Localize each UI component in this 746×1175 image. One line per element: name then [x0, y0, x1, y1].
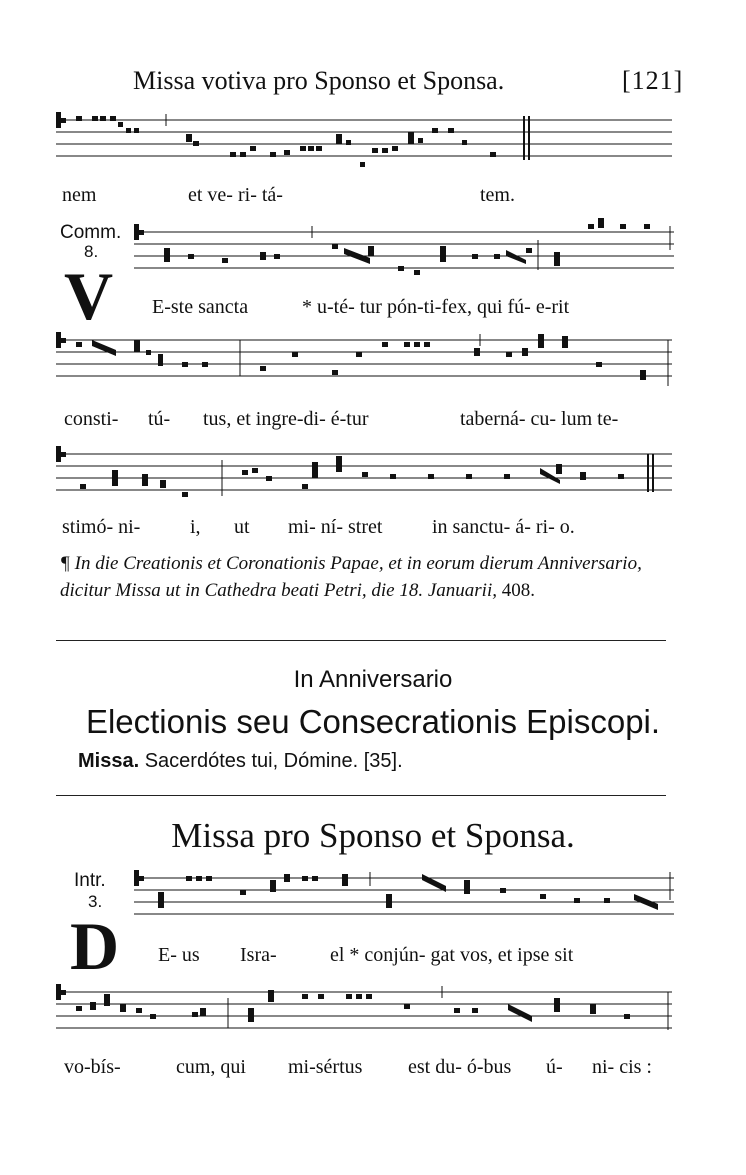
lyric: est du- ó-bus: [408, 1056, 512, 1078]
lyric: tus, et ingre-di- é-tur: [203, 408, 369, 430]
lyric: tú-: [148, 408, 171, 430]
lyric: stimó- ni-: [62, 516, 141, 538]
missa-label: Missa.: [78, 750, 140, 772]
rubric-note: [60, 550, 680, 604]
divider: [56, 640, 666, 641]
initial-letter: D: [70, 908, 120, 984]
chant-label-comm: Comm.: [60, 222, 122, 243]
anniversary-title: Electionis seu Consecrationis Episcopi.: [85, 703, 661, 740]
chant-staff-1: [56, 108, 672, 176]
page-number: [121]: [622, 66, 684, 95]
lyric: cum, qui: [176, 1056, 246, 1078]
lyric: Isra-: [240, 944, 277, 966]
chant-staff-5: [134, 864, 674, 932]
lyric: el * conjún- gat vos, et ipse sit: [330, 944, 574, 966]
lyric: taberná- cu- lum te-: [460, 408, 619, 430]
rubric-text: ¶ In die Creationis et Coronationis Papae, et in eorum dierum Anniversario, dicitur Missa ut in Cathedra beati Petri, die 18. Januarii,: [60, 553, 642, 601]
lyric: ni- cis :: [592, 1056, 652, 1078]
rubric-page-ref: 408.: [501, 580, 535, 601]
lyric: * u-té- tur pón-ti-fex, qui fú- e-rit: [302, 296, 570, 318]
chant-label-intr: Intr.: [74, 870, 106, 891]
chant-mode: 8.: [84, 242, 99, 261]
missa-text: Sacerdótes tui, Dómine. [35].: [144, 750, 403, 772]
chant-staff-6: [56, 978, 672, 1046]
initial-letter: V: [64, 258, 114, 334]
chant-staff-4: [56, 440, 672, 508]
lyric: ut: [234, 516, 250, 538]
chant-staff-3: [56, 326, 672, 394]
section-title: Missa pro Sponso et Sponsa.: [171, 816, 575, 855]
chant-mode: 3.: [88, 892, 103, 911]
lyric: et ve- ri- tá-: [188, 184, 283, 206]
lyric: vo-bís-: [64, 1056, 121, 1078]
divider: [56, 795, 666, 796]
chant-staff-2: [134, 218, 674, 286]
lyric: i,: [190, 516, 201, 538]
lyric: tem.: [480, 184, 515, 206]
lyric: E- us: [158, 944, 200, 966]
lyric: in sanctu- á- ri- o.: [432, 516, 575, 538]
running-title: Missa votiva pro Sponso et Sponsa.: [133, 66, 505, 95]
lyric: consti-: [64, 408, 119, 430]
anniversary-heading: In Anniversario: [293, 666, 453, 693]
lyric: E-ste sancta: [152, 296, 249, 318]
lyric: mi-sértus: [288, 1056, 363, 1078]
missa-reference: [78, 750, 403, 773]
lyric: ú-: [546, 1056, 563, 1078]
lyric: mi- ní- stret: [288, 516, 383, 538]
lyric: nem: [62, 184, 97, 206]
